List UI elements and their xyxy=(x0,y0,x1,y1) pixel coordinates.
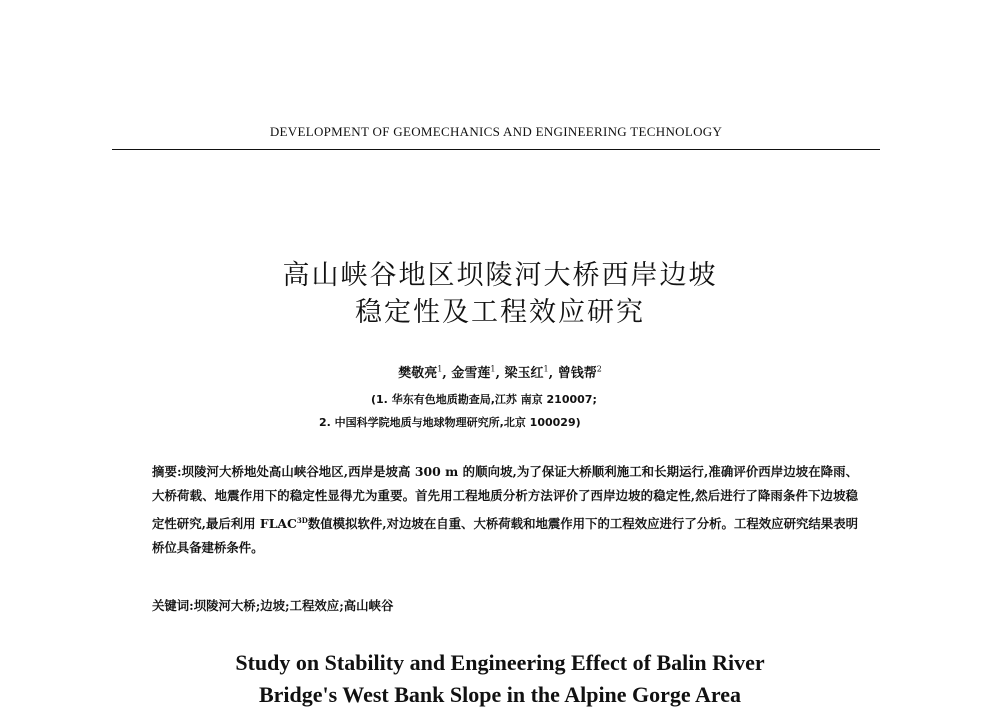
abstract-label: 摘要: xyxy=(152,464,182,479)
author-list: 樊敬亮$^1$, 金雪莲$^1$, 梁玉红$^1$, 曾钱帮$^2$ xyxy=(398,364,602,381)
header-rule xyxy=(112,149,880,150)
chinese-title-line-2: 稳定性及工程效应研究 xyxy=(355,297,645,328)
author-affiliation-mark: 2 xyxy=(596,364,602,374)
journal-running-header: DEVELOPMENT OF GEOMECHANICS AND ENGINEERING TECHNOLOGY xyxy=(269,124,723,139)
chinese-title-line-1: 高山峡谷地区坝陵河大桥西岸边坡 xyxy=(282,260,718,291)
english-title-line-2: Bridge's West Bank Slope in the Alpine Gorge Area xyxy=(258,682,741,707)
author-name: 金雪莲 xyxy=(451,366,491,381)
author-name: 梁玉红 xyxy=(504,366,544,381)
abstract-text-part-2: 数值模拟软件,对边坡在自重、大桥荷载和地震作用下的工程效应进行了分析。工程效应研究结果表明桥位具备建桥条件。 xyxy=(152,515,858,556)
author-name: 樊敬亮 xyxy=(398,366,438,381)
affiliation-1: (1. 华东有色地质勘查局,江苏 南京 210007; xyxy=(371,393,597,406)
keywords-text: 坝陵河大桥;边坡;工程效应;高山峡谷 xyxy=(193,598,394,613)
abstract-superscript: 3D xyxy=(296,515,308,525)
affiliation-2: 2. 中国科学院地质与地球物理研究所,北京 100029) xyxy=(319,416,581,429)
author-name: 曾钱帮 xyxy=(557,366,597,381)
author-affiliation-mark: 1 xyxy=(437,364,443,374)
author-affiliation-mark: 1 xyxy=(490,364,496,374)
abstract-text-part-1: 坝陵河大桥地处高山峡谷地区,西岸是坡高 300 m 的顺向坡,为了保证大桥顺利施工和长期运行,准确评价西岸边坡在降雨、大桥荷载、地震作用下的稳定性显得尤为重要。首先用工程地质分析方法评价了西岸边坡的稳定性,然后进行了降雨条件下边坡稳定性研究,最后利用 FLAC xyxy=(152,464,859,531)
author-affiliation-mark: 1 xyxy=(543,364,549,374)
abstract xyxy=(152,460,858,560)
english-title-line-1: Study on Stability and Engineering Effect of Balin River xyxy=(235,650,765,675)
keywords xyxy=(152,596,858,614)
keywords-label: 关键词: xyxy=(152,598,194,613)
